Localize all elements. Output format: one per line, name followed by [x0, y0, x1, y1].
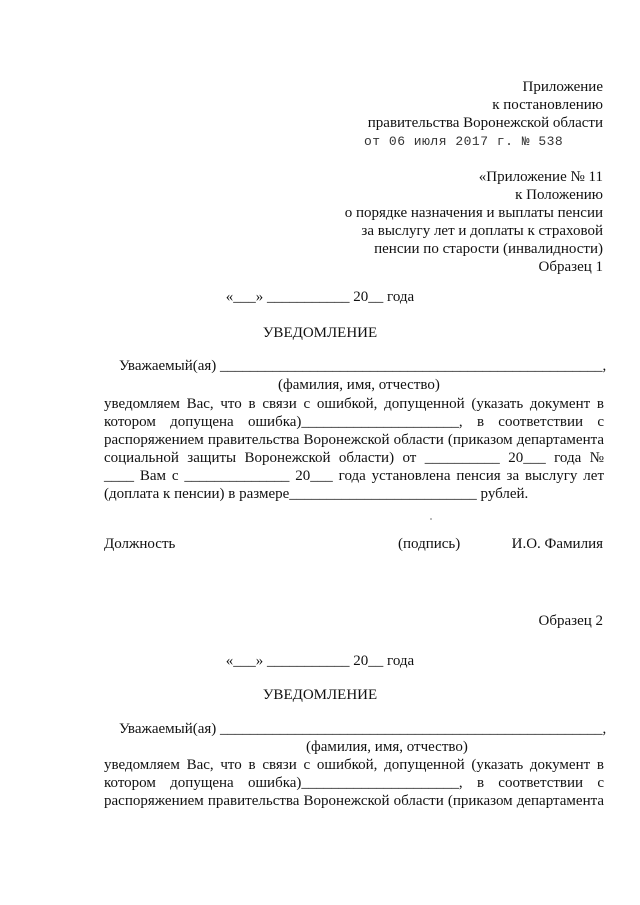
sample-1-paragraph-line-3: распоряжением правительства Воронежской области (приказом департамента: [104, 432, 604, 448]
sample-2-label: Образец 2: [538, 613, 603, 629]
appendix-line-1: «Приложение № 11: [478, 169, 603, 185]
signature-field: (подпись): [398, 536, 461, 552]
sample-2-date-line: «___» ___________ 20__ года: [225, 653, 415, 669]
decree-date-stamp: от 06 июля 2017 г. № 538: [364, 134, 564, 149]
appendix-line-5: пенсии по старости (инвалидности): [374, 241, 603, 257]
header-line-1: Приложение: [522, 79, 603, 95]
sample-1-fio-hint: (фамилия, имя, отчество): [278, 377, 440, 393]
sample-2-paragraph-line-1: уведомляем Вас, что в связи с ошибкой, допущенной (указать документ в: [104, 757, 604, 773]
signature-position: Должность: [104, 536, 176, 552]
appendix-line-2: к Положению: [515, 187, 603, 203]
sample-2-paragraph-line-2: котором допущена ошибка)_____________________, в соответствии с: [104, 775, 604, 791]
appendix-line-3: о порядке назначения и выплаты пенсии: [344, 205, 603, 221]
sample-1-paragraph-line-6: (доплата к пенсии) в размере_________________________ рублей.: [104, 486, 529, 502]
sample-2-greeting: Уважаемый(ая) ___________________________________________________,: [119, 721, 607, 737]
sample-1-paragraph-line-1: уведомляем Вас, что в связи с ошибкой, допущенной (указать документ в: [104, 396, 604, 412]
sample-1-greeting: Уважаемый(ая) ___________________________________________________,: [119, 358, 607, 374]
sample-1-title: УВЕДОМЛЕНИЕ: [262, 325, 378, 341]
appendix-line-4: за выслугу лет и доплаты к страховой: [361, 223, 603, 239]
sample-2-fio-hint: (фамилия, имя, отчество): [306, 739, 468, 755]
sample-1-date-line: «___» ___________ 20__ года: [225, 289, 415, 305]
signature-name: И.О. Фамилия: [511, 536, 603, 552]
sample-2-paragraph-line-3: распоряжением правительства Воронежской области (приказом департамента: [104, 793, 604, 809]
sample-1-paragraph-line-5: ____ Вам с ______________ 20___ года установлена пенсия за выслугу лет: [104, 468, 604, 484]
sample-2-title: УВЕДОМЛЕНИЕ: [262, 687, 378, 703]
header-line-3: правительства Воронежской области: [367, 115, 603, 131]
scan-speck: [430, 518, 432, 520]
sample-1-label: Образец 1: [538, 259, 603, 275]
sample-1-paragraph-line-4: социальной защиты Воронежской области) от __________ 20___ года №: [104, 450, 604, 466]
sample-1-paragraph-line-2: котором допущена ошибка)_____________________, в соответствии с: [104, 414, 604, 430]
header-line-2: к постановлению: [492, 97, 603, 113]
